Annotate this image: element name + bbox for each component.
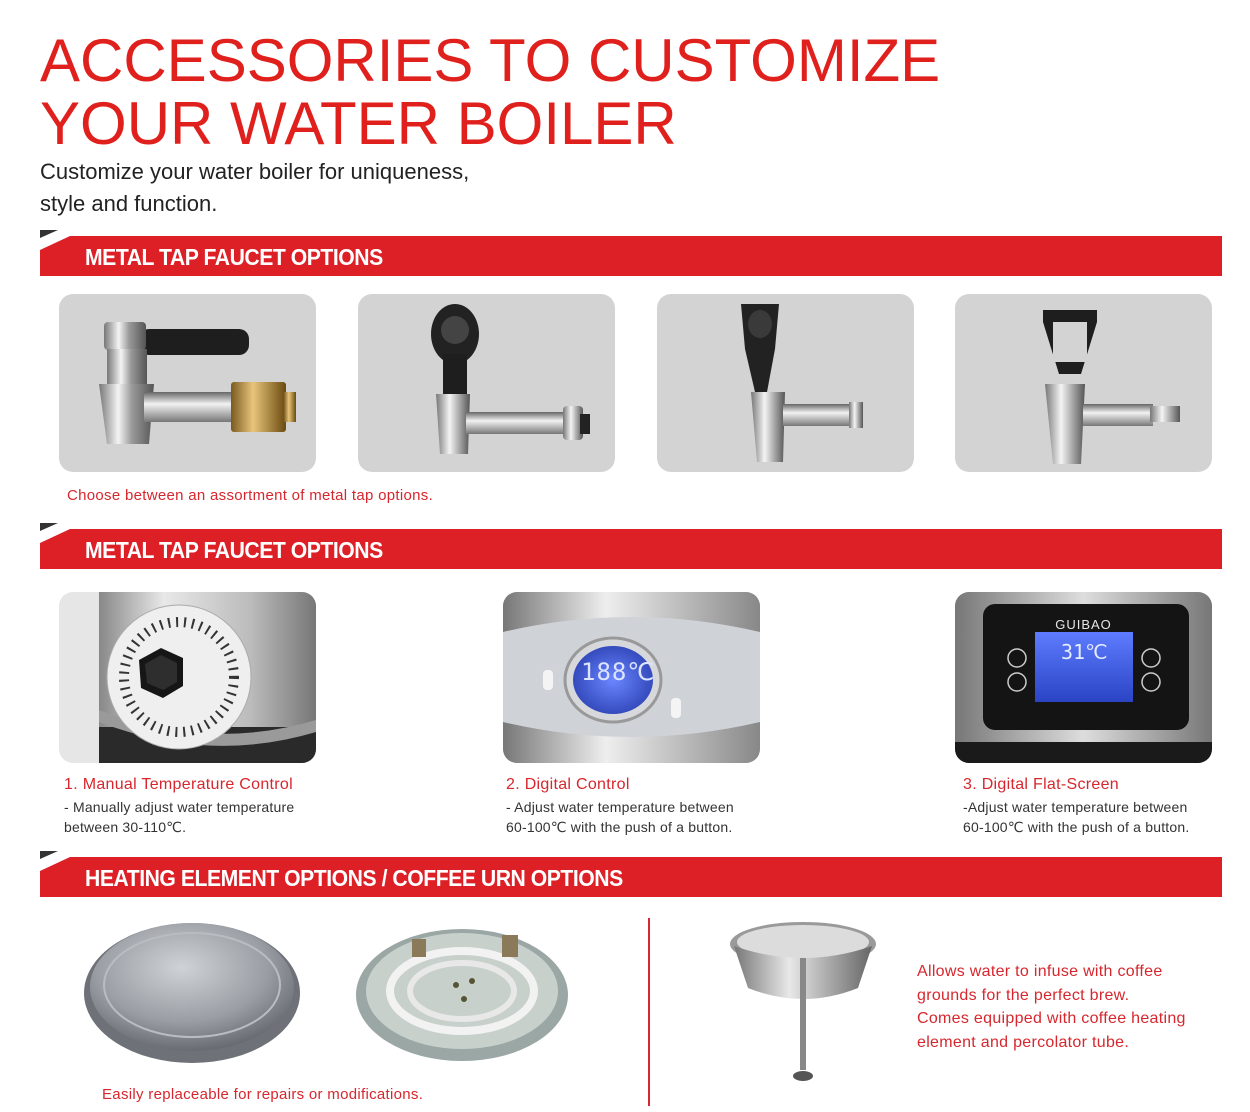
subtitle-line-1: Customize your water boiler for uniqueness,: [40, 159, 470, 184]
taps-note: Choose between an assortment of metal tap options.: [67, 487, 434, 504]
tap-option-1-card: [59, 294, 316, 472]
heating-note: Easily replaceable for repairs or modifications.: [102, 1086, 424, 1103]
metal-tap-handle-icon: [955, 294, 1212, 472]
section-divider: [648, 918, 650, 1106]
page-title-line-2: YOUR WATER BOILER: [40, 90, 677, 157]
manual-dial-icon: [59, 592, 316, 763]
brand-logo: GUIBAO: [1055, 617, 1112, 632]
coffee-basket-image: [728, 918, 878, 1088]
coffee-basket-icon: [728, 918, 878, 1088]
control-item-3: [963, 776, 1189, 837]
metal-tap-push-icon: [358, 294, 615, 472]
control-item-2: [506, 776, 734, 837]
tap-option-4-card: [955, 294, 1212, 472]
heating-plate-icon: [82, 915, 302, 1065]
heating-plate-image: [82, 915, 302, 1065]
control-item-1: [64, 776, 294, 837]
control-item-2-title: 2. Digital Control: [506, 776, 630, 793]
coffee-desc-line-2: grounds for the perfect brew.: [917, 986, 1130, 1004]
control-item-2-desc-1: - Adjust water temperature between: [506, 799, 734, 815]
section-band-controls: [40, 529, 1222, 569]
control-item-1-title: 1. Manual Temperature Control: [64, 776, 293, 793]
section-label-controls: METAL TAP FAUCET OPTIONS: [85, 537, 383, 563]
metal-tap-paddle-icon: [657, 294, 914, 472]
flat-screen-readout: 31℃: [1061, 640, 1108, 664]
control-item-3-desc-1: -Adjust water temperature between: [963, 799, 1188, 815]
flat-screen-card: [955, 592, 1212, 763]
manual-control-card: [59, 592, 316, 763]
subtitle-line-2: style and function.: [40, 191, 218, 216]
section-label-heating: HEATING ELEMENT OPTIONS / COFFEE URN OPTIONS: [85, 865, 623, 891]
coffee-desc-line-4: element and percolator tube.: [917, 1033, 1130, 1051]
control-item-2-desc-2: 60-100℃ with the push of a button.: [506, 819, 733, 835]
tap-option-3-card: [657, 294, 914, 472]
heating-element-image: [352, 915, 572, 1065]
coffee-description: [917, 960, 1186, 1054]
section-band-heating: [40, 857, 1222, 897]
page-title-line-1: ACCESSORIES TO CUSTOMIZE: [40, 27, 941, 94]
control-item-3-title: 3. Digital Flat-Screen: [963, 776, 1119, 793]
digital-display-readout: 188℃: [581, 658, 656, 686]
section-label-taps: METAL TAP FAUCET OPTIONS: [85, 244, 383, 270]
control-item-1-desc-2: between 30-110℃.: [64, 819, 187, 835]
tap-option-2-card: [358, 294, 615, 472]
coffee-desc-line-1: Allows water to infuse with coffee: [917, 963, 1163, 980]
coffee-desc-line-3: Comes equipped with coffee heating: [917, 1010, 1186, 1027]
control-item-1-desc-1: - Manually adjust water temperature: [64, 799, 295, 815]
digital-control-card: [503, 592, 760, 763]
control-item-3-desc-2: 60-100℃ with the push of a button.: [963, 819, 1190, 835]
metal-tap-lever-icon: [59, 294, 316, 472]
page-subtitle: [40, 156, 600, 220]
heating-coil-icon: [352, 915, 572, 1065]
section-band-taps: [40, 236, 1222, 276]
